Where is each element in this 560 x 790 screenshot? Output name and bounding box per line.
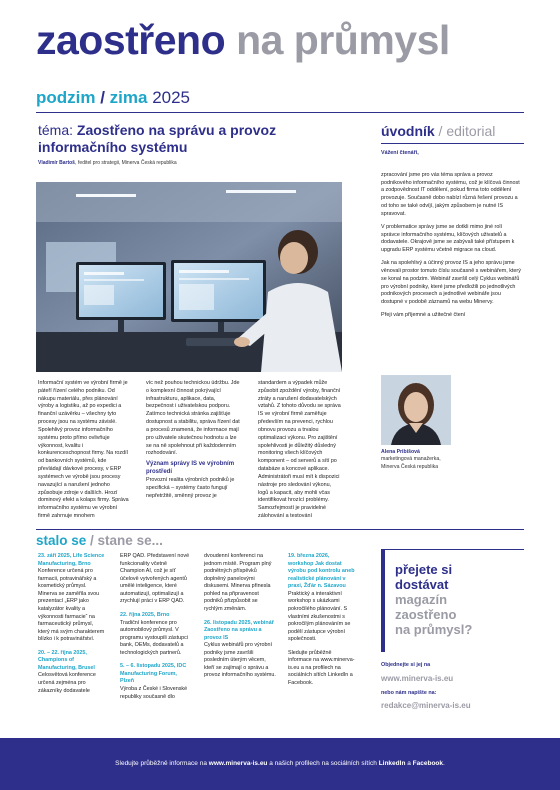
season-winter: zima	[109, 88, 148, 107]
editorial-author-company: Minerva Česká republika	[381, 463, 439, 470]
order-label: Objednejte si jej na	[381, 662, 431, 668]
editorial-paragraph-4: Přeji vám příjemné a užitečné čtení	[381, 312, 466, 319]
event-text: Tradiční konference pro automobilový průmysl. V programu vystoupili zástupci bank, OEMs, dodavatelů a technologických partnerů.	[120, 619, 189, 656]
events-heading-future: stane se...	[97, 533, 163, 548]
editorial-heading	[381, 123, 495, 139]
editorial-body	[381, 150, 521, 325]
article-column-2-text-b: Provozní realita výrobních podniků je specifická – systémy často fungují nepřetržitě, směnný provoz je	[146, 476, 235, 499]
portrait-image	[381, 375, 451, 445]
footer-text-1: Sledujte průběžně informace na	[115, 760, 209, 767]
event-item	[204, 620, 276, 681]
event-text: Celosvětová konference určená zejména pro zákazníky dodavatele	[38, 672, 96, 694]
byline-author: Vladimír Bartoš	[38, 160, 75, 166]
subscribe-box	[381, 550, 524, 652]
event-text: Sledujte průběžně informace na www.minerva-is.eu a na profilech na sociálních sítích LinkedIn a Facebook.	[288, 649, 355, 686]
event-text: dvoudenní konferenci na jednom místě. Program plný podnětných příspěvků doplněný panelovými diskusemi. Minerva přinesla pohled na připravenost podniků přizpůsobit se rychlým změnám.	[204, 553, 272, 612]
season-autumn: podzim	[36, 88, 96, 107]
events-heading-past: stalo se	[36, 533, 87, 548]
editorial-divider	[381, 143, 524, 144]
subscribe-contact	[381, 662, 524, 718]
article-photo	[36, 182, 342, 372]
event-date: 20. – 22. října 2025, Champions of Manufacturing, Brusel	[38, 649, 95, 671]
editorial-paragraph-3: Jak na spolehlivý a účinný provoz IS a jeho správu jsme věnovali prostor tomuto číslu současně s webinářem, který se konal na podzim. Webinář završil celý Cyklus webinářů pro výrobní podniky, které jsme předložili po jednotlivých podnikových procesech a jednotlivé webináře jsou dostupné v podobě záznamů na webu Minervy.	[381, 260, 521, 306]
events-column-2	[120, 553, 190, 707]
subscribe-line-3: magazín	[395, 591, 448, 607]
issue-season	[36, 88, 190, 108]
event-text: Praktický a interaktivní workshop s ukázkami pokročilého plánování. S vlastními zkušenostmi s pokročilým plánováním se podělí zástupce výrobní společnosti.	[288, 590, 351, 643]
editorial-author-name: Alena Pribišová	[381, 449, 420, 455]
editorial-author-role: marketingová manažerka,	[381, 456, 441, 463]
subscribe-line-1: přejete si	[395, 562, 453, 577]
event-item	[204, 553, 276, 614]
event-text: Výroba z České i Slovenské republiky současně dlo	[120, 686, 188, 700]
article-subheading: Význam správy IS ve výrobním prostředí	[146, 461, 235, 476]
issue-year: 2025	[147, 88, 191, 107]
footer-facebook-link[interactable]: Facebook	[412, 760, 443, 767]
office-computer-image	[36, 182, 342, 372]
email-link[interactable]: redakce@minerva-is.eu	[381, 701, 471, 711]
editorial-paragraph-2: V problematice správy jsme se dotkli mimo jiné rolí správce informačního systému, klíčových uživatelů a dodavatele. Okrajově jsme se zabývali také přístupem k upgradu ERP systému včetně migrace na cloud.	[381, 223, 515, 254]
event-item	[120, 612, 190, 657]
season-separator: /	[95, 88, 110, 107]
editorial-paragraph-1: zpracování jsme pro vás téma správa a provoz podnikového informačního systému, což je klíčová činnost a zodpovědnost IT oddělení, pokud firma toto oddělení provozuje. Současně dobo nabízí různá řešení provozu a od toho se také odvíjí, jakým způsobem je nutné IS spravovat.	[381, 171, 520, 217]
footer-website-link[interactable]: www.minerva-is.eu	[208, 760, 268, 767]
footer-linkedin-link[interactable]: LinkedIn	[378, 760, 406, 767]
editorial-author	[381, 449, 441, 471]
footer-text	[0, 760, 560, 767]
write-label: nebo nám napište na:	[381, 689, 437, 696]
order-link[interactable]: www.minerva-is.eu	[381, 673, 454, 683]
events-heading-sep: /	[86, 533, 98, 548]
events-column-3	[204, 553, 276, 686]
topic-label: téma:	[38, 122, 77, 138]
event-date: 5. – 6. listopadu 2025, IDC Manufacturing Forum, Plzeň	[120, 663, 187, 685]
events-heading	[36, 533, 163, 548]
event-item	[120, 553, 190, 606]
event-date: 26. listopadu 2025, webinář Zaostřeno na správu a provoz IS	[204, 619, 274, 641]
event-item	[288, 553, 356, 644]
subscribe-line-2: dostávat	[395, 576, 449, 592]
event-text: Cyklus webinářů pro výrobní podniky jsme završili posledním úterým věcem, kteří se zajímají o správu a provoz informačního systému.	[204, 642, 276, 679]
event-text: Konference určená pro farmacii, potravinářský a kosmetický průmysl. Minerva se zaměřila svou prezentací „ERP jako katalyzátor kvality a výkonnosti farmacie“ na farmaceutický průmysl, který má svým charakterem blízko i k potravinářství.	[38, 568, 105, 643]
events-column-4	[288, 553, 356, 694]
masthead-word-1: zaostřeno	[36, 17, 226, 63]
masthead-word-2: na průmysl	[236, 17, 450, 63]
editorial-heading-sep: /	[434, 123, 447, 139]
byline-role: , ředitel pro strategii, Minerva Česká republika	[74, 160, 177, 166]
subscribe-line-4: zaostřeno	[395, 606, 457, 622]
events-divider	[36, 529, 524, 530]
event-date: 22. října 2025, Brno	[120, 611, 170, 618]
event-item	[120, 663, 190, 701]
editorial-greeting: Vážení čtenáři,	[381, 150, 419, 156]
editorial-heading-en: editorial	[446, 123, 496, 139]
editorial-heading-cz: úvodník	[381, 123, 435, 139]
article-byline	[38, 160, 177, 166]
article-column-3: standardem a výpadek může způsobit zpoždění výroby, finanční ztráty a narušení dodavatelských vztahů. Z tohoto důvodu se správa IS ve výrobní firmě zaměřuje především na prevenci, rychlou obnovu provozu a trvalou optimalizaci výkonu. Pro zajištění spolehlivosti je důležitý důsledný monitoring všech klíčových komponent – od serverů a sítí po databáze a koncové aplikace. Administrátoři musí mít k dispozici nástroje pro sledování výkonu, logů a kapacit, aby mohli včas identifikovat hrozící problémy. Samozřejmostí je pravidelné zálohování a testování	[258, 380, 341, 520]
masthead	[36, 17, 450, 63]
article-column-2-text: víc než pouhou technickou údržbu. Jde o komplexní činnost pokrývající infrastrukturu, aplikace, data, bezpečnost i uživatelskou podporu. Zatímco technická stránka zajišťuje dostupnost a stabilitu, správa řízení dat a procesů znamená, že informace mají pro uživatele skutečnou hodnotu a lze se na ně spolehnout při každodenním rozhodování.	[146, 380, 240, 457]
top-divider	[36, 112, 524, 113]
footer-text-2: a našich profilech na sociálních sítích	[267, 760, 379, 767]
event-item	[38, 553, 106, 644]
event-date: 23. září 2025, Life Science Manufacturing, Brno	[38, 553, 105, 567]
footer-text-4: .	[443, 760, 445, 767]
author-portrait	[381, 375, 451, 445]
footer-text-3: a	[405, 760, 413, 767]
event-date: 19. března 2026, workshop Jak dostat výrobu pod kontrolu aneb realistické plánování v praxi, Žďár n. Sázavou	[288, 553, 355, 590]
event-item	[38, 650, 106, 695]
article-column-2	[146, 380, 241, 500]
event-item	[288, 650, 356, 688]
topic-title: Zaostřeno na správu a provoz informačního systému	[38, 122, 277, 156]
footer-bar	[0, 738, 560, 790]
events-column-1	[38, 553, 106, 701]
article-column-1: Informační systém ve výrobní firmě je páteří řízení celého podniku. Od nákupu materiálu, přes plánování výroby a logistiku, až po expedici a finanční uzávěrku – všechny tyto procesy jsou na systému závislé. Spolehlivý provoz informačního systému proto přímo ovlivňuje výkonnost, kvalitu i konkurenceschopnost firmy. Na rozdíl od bankovních systémů, kde převládají dávkové procesy, v ERP systémech ve výrobě jsou procesy navazující a narušení jednoho způsobuje zdroje v dalších. Hrozí dominový efekt a kolaps firmy. Správa informačního systému ve výrobní firmě zahrnuje mnohem	[38, 380, 129, 520]
article-title	[38, 122, 338, 156]
subscribe-line-5: na průmysl?	[395, 621, 473, 637]
event-text: ERP QAD. Představení nové funkcionality včetně Champion AI, což je síť účelově vytvořených agentů umělé inteligence, které automatizují, optimalizují a zrychlují práci v ERP QAD.	[120, 553, 190, 605]
